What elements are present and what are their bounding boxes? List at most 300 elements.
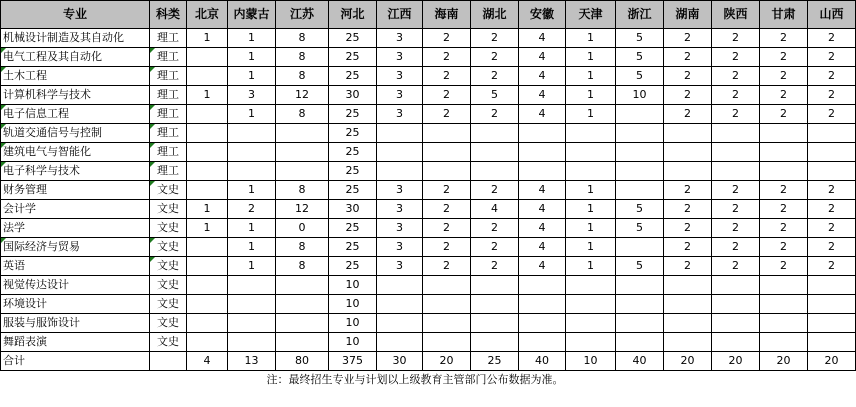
value-cell[interactable]	[423, 276, 471, 295]
value-cell[interactable]: 2	[471, 257, 519, 276]
major-cell[interactable]	[1, 238, 150, 257]
value-cell[interactable]	[187, 181, 228, 200]
value-cell[interactable]: 2	[712, 86, 760, 105]
value-cell[interactable]	[228, 124, 276, 143]
value-cell[interactable]: 25	[329, 238, 377, 257]
value-cell[interactable]	[471, 276, 519, 295]
value-cell[interactable]: 3	[377, 29, 423, 48]
value-cell[interactable]: 2	[664, 200, 712, 219]
value-cell[interactable]	[471, 295, 519, 314]
value-cell[interactable]: 2	[760, 67, 808, 86]
value-cell[interactable]	[377, 162, 423, 181]
value-cell[interactable]	[616, 105, 664, 124]
value-cell[interactable]: 2	[712, 200, 760, 219]
value-cell[interactable]	[228, 162, 276, 181]
value-cell[interactable]	[423, 295, 471, 314]
value-cell[interactable]	[377, 295, 423, 314]
value-cell[interactable]	[519, 333, 566, 352]
value-cell[interactable]: 2	[423, 67, 471, 86]
value-cell[interactable]: 1	[228, 48, 276, 67]
major-cell[interactable]	[1, 181, 150, 200]
value-cell[interactable]	[187, 295, 228, 314]
value-cell[interactable]	[760, 333, 808, 352]
value-cell[interactable]	[187, 67, 228, 86]
value-cell[interactable]: 1	[187, 29, 228, 48]
value-cell[interactable]	[423, 124, 471, 143]
major-cell[interactable]	[1, 276, 150, 295]
value-cell[interactable]	[471, 333, 519, 352]
value-cell[interactable]	[377, 276, 423, 295]
category-cell[interactable]	[150, 352, 187, 371]
value-cell[interactable]: 2	[760, 200, 808, 219]
value-cell[interactable]	[187, 276, 228, 295]
value-cell[interactable]: 25	[329, 67, 377, 86]
value-cell[interactable]: 5	[471, 86, 519, 105]
value-cell[interactable]: 8	[276, 67, 329, 86]
value-cell[interactable]	[377, 143, 423, 162]
value-cell[interactable]	[228, 276, 276, 295]
value-cell[interactable]	[187, 143, 228, 162]
category-cell[interactable]	[150, 200, 187, 219]
value-cell[interactable]: 2	[423, 257, 471, 276]
value-cell[interactable]: 2	[808, 219, 856, 238]
value-cell[interactable]: 2	[471, 219, 519, 238]
value-cell[interactable]: 2	[471, 238, 519, 257]
value-cell[interactable]: 2	[423, 219, 471, 238]
value-cell[interactable]	[471, 124, 519, 143]
value-cell[interactable]	[616, 181, 664, 200]
value-cell[interactable]: 4	[519, 257, 566, 276]
value-cell[interactable]: 2	[664, 67, 712, 86]
comment-marker-icon	[150, 238, 155, 243]
value-cell[interactable]: 12	[276, 86, 329, 105]
value-cell[interactable]: 1	[566, 86, 616, 105]
value-cell[interactable]: 1	[566, 200, 616, 219]
value-cell[interactable]: 2	[423, 200, 471, 219]
value-cell[interactable]	[519, 162, 566, 181]
value-cell[interactable]	[712, 162, 760, 181]
category-cell[interactable]	[150, 124, 187, 143]
category-cell[interactable]	[150, 238, 187, 257]
value-cell[interactable]: 2	[423, 238, 471, 257]
value-cell[interactable]: 25	[329, 143, 377, 162]
value-cell[interactable]	[276, 333, 329, 352]
value-cell[interactable]	[276, 314, 329, 333]
value-cell[interactable]: 1	[566, 219, 616, 238]
value-cell[interactable]: 25	[329, 181, 377, 200]
value-cell[interactable]: 30	[377, 352, 423, 371]
value-cell[interactable]: 1	[228, 29, 276, 48]
table-row	[1, 276, 856, 295]
value-cell[interactable]	[423, 162, 471, 181]
value-cell[interactable]	[377, 333, 423, 352]
value-cell[interactable]: 3	[377, 257, 423, 276]
value-cell[interactable]: 10	[566, 352, 616, 371]
value-cell[interactable]: 8	[276, 29, 329, 48]
value-cell[interactable]: 2	[760, 238, 808, 257]
category-cell[interactable]	[150, 86, 187, 105]
value-cell[interactable]	[187, 162, 228, 181]
value-cell[interactable]	[276, 143, 329, 162]
value-cell[interactable]: 2	[808, 48, 856, 67]
value-cell[interactable]: 2	[471, 67, 519, 86]
value-cell[interactable]: 4	[519, 200, 566, 219]
category-cell[interactable]	[150, 219, 187, 238]
category-cell[interactable]	[150, 67, 187, 86]
value-cell[interactable]: 1	[566, 257, 616, 276]
category-cell[interactable]	[150, 143, 187, 162]
value-cell[interactable]: 2	[712, 181, 760, 200]
category-cell[interactable]	[150, 105, 187, 124]
comment-marker-icon	[150, 124, 155, 129]
value-cell[interactable]	[760, 314, 808, 333]
value-cell[interactable]	[664, 333, 712, 352]
value-cell[interactable]: 2	[664, 105, 712, 124]
value-cell[interactable]	[228, 143, 276, 162]
value-cell[interactable]: 1	[566, 48, 616, 67]
value-cell[interactable]	[760, 162, 808, 181]
major-cell[interactable]	[1, 48, 150, 67]
value-cell[interactable]: 2	[712, 29, 760, 48]
major-cell[interactable]	[1, 86, 150, 105]
value-cell[interactable]: 4	[187, 352, 228, 371]
value-cell[interactable]: 3	[377, 86, 423, 105]
value-cell[interactable]: 8	[276, 181, 329, 200]
value-cell[interactable]	[566, 295, 616, 314]
major-label: 土木工程	[3, 69, 47, 82]
major-cell[interactable]	[1, 333, 150, 352]
value-cell[interactable]: 2	[664, 257, 712, 276]
value-cell[interactable]	[760, 124, 808, 143]
value-cell[interactable]: 4	[519, 105, 566, 124]
value-cell[interactable]: 2	[808, 181, 856, 200]
value-cell[interactable]	[228, 333, 276, 352]
value-cell[interactable]	[276, 276, 329, 295]
value-cell[interactable]: 5	[616, 219, 664, 238]
value-cell[interactable]	[187, 105, 228, 124]
value-cell[interactable]	[471, 143, 519, 162]
value-cell[interactable]	[471, 162, 519, 181]
value-cell[interactable]: 5	[616, 48, 664, 67]
major-cell[interactable]	[1, 29, 150, 48]
value-cell[interactable]: 10	[329, 314, 377, 333]
value-cell[interactable]: 1	[228, 105, 276, 124]
value-cell[interactable]: 20	[808, 352, 856, 371]
value-cell[interactable]: 30	[329, 86, 377, 105]
value-cell[interactable]	[616, 333, 664, 352]
value-cell[interactable]: 2	[471, 48, 519, 67]
value-cell[interactable]: 40	[519, 352, 566, 371]
value-cell[interactable]: 80	[276, 352, 329, 371]
value-cell[interactable]: 3	[377, 200, 423, 219]
value-cell[interactable]	[566, 162, 616, 181]
value-cell[interactable]	[664, 124, 712, 143]
category-label: 文史	[157, 183, 179, 196]
comment-marker-icon	[1, 67, 6, 72]
value-cell[interactable]: 4	[519, 67, 566, 86]
value-cell[interactable]: 2	[423, 181, 471, 200]
value-cell[interactable]	[187, 314, 228, 333]
value-cell[interactable]	[566, 276, 616, 295]
value-cell[interactable]: 5	[616, 67, 664, 86]
value-cell[interactable]: 4	[519, 181, 566, 200]
category-cell[interactable]	[150, 257, 187, 276]
value-cell[interactable]: 1	[228, 238, 276, 257]
value-cell[interactable]: 30	[329, 200, 377, 219]
value-cell[interactable]	[664, 314, 712, 333]
value-cell[interactable]: 2	[664, 238, 712, 257]
value-cell[interactable]: 25	[471, 352, 519, 371]
value-cell[interactable]: 3	[377, 105, 423, 124]
value-cell[interactable]: 20	[664, 352, 712, 371]
major-cell[interactable]	[1, 295, 150, 314]
major-label: 合计	[3, 354, 25, 367]
value-cell[interactable]: 2	[760, 29, 808, 48]
value-cell[interactable]: 2	[423, 105, 471, 124]
value-cell[interactable]: 3	[377, 219, 423, 238]
value-cell[interactable]	[566, 124, 616, 143]
value-cell[interactable]: 2	[228, 200, 276, 219]
value-cell[interactable]: 2	[471, 181, 519, 200]
value-cell[interactable]	[423, 333, 471, 352]
value-cell[interactable]	[187, 333, 228, 352]
major-cell[interactable]	[1, 314, 150, 333]
value-cell[interactable]: 2	[760, 181, 808, 200]
value-cell[interactable]: 3	[377, 181, 423, 200]
value-cell[interactable]: 1	[187, 200, 228, 219]
value-cell[interactable]: 4	[519, 86, 566, 105]
value-cell[interactable]: 4	[519, 219, 566, 238]
value-cell[interactable]	[712, 276, 760, 295]
value-cell[interactable]	[664, 295, 712, 314]
value-cell[interactable]: 3	[377, 48, 423, 67]
value-cell[interactable]: 2	[664, 181, 712, 200]
value-cell[interactable]: 3	[228, 86, 276, 105]
value-cell[interactable]: 2	[471, 105, 519, 124]
value-cell[interactable]: 2	[808, 200, 856, 219]
value-cell[interactable]: 2	[423, 48, 471, 67]
value-cell[interactable]: 2	[423, 86, 471, 105]
value-cell[interactable]	[471, 314, 519, 333]
value-cell[interactable]	[808, 162, 856, 181]
value-cell[interactable]	[519, 124, 566, 143]
value-cell[interactable]	[423, 143, 471, 162]
value-cell[interactable]: 2	[664, 29, 712, 48]
major-cell[interactable]	[1, 124, 150, 143]
value-cell[interactable]	[276, 162, 329, 181]
value-cell[interactable]	[228, 295, 276, 314]
value-cell[interactable]: 1	[566, 238, 616, 257]
value-cell[interactable]	[760, 143, 808, 162]
category-cell[interactable]	[150, 162, 187, 181]
value-cell[interactable]	[712, 333, 760, 352]
value-cell[interactable]: 0	[276, 219, 329, 238]
value-cell[interactable]: 12	[276, 200, 329, 219]
value-cell[interactable]	[566, 333, 616, 352]
value-cell[interactable]: 13	[228, 352, 276, 371]
value-cell[interactable]: 2	[664, 219, 712, 238]
value-cell[interactable]: 2	[760, 86, 808, 105]
value-cell[interactable]: 25	[329, 124, 377, 143]
value-cell[interactable]	[423, 314, 471, 333]
value-cell[interactable]: 2	[423, 29, 471, 48]
category-cell[interactable]	[150, 333, 187, 352]
value-cell[interactable]: 10	[329, 295, 377, 314]
value-cell[interactable]	[664, 276, 712, 295]
major-cell[interactable]	[1, 67, 150, 86]
value-cell[interactable]	[616, 143, 664, 162]
value-cell[interactable]	[187, 257, 228, 276]
value-cell[interactable]: 5	[616, 200, 664, 219]
value-cell[interactable]: 8	[276, 257, 329, 276]
value-cell[interactable]	[808, 314, 856, 333]
value-cell[interactable]	[616, 238, 664, 257]
value-cell[interactable]	[519, 314, 566, 333]
major-cell[interactable]	[1, 257, 150, 276]
total-label-cell[interactable]	[1, 352, 150, 371]
category-cell[interactable]	[150, 276, 187, 295]
value-cell[interactable]	[808, 295, 856, 314]
value-cell[interactable]: 25	[329, 257, 377, 276]
value-cell[interactable]: 1	[228, 257, 276, 276]
value-cell[interactable]	[808, 143, 856, 162]
value-cell[interactable]: 20	[712, 352, 760, 371]
value-cell[interactable]: 3	[377, 67, 423, 86]
value-cell[interactable]	[760, 276, 808, 295]
value-cell[interactable]	[519, 295, 566, 314]
value-cell[interactable]: 2	[760, 219, 808, 238]
value-cell[interactable]: 1	[187, 86, 228, 105]
value-cell[interactable]	[616, 276, 664, 295]
value-cell[interactable]	[664, 162, 712, 181]
value-cell[interactable]	[664, 143, 712, 162]
value-cell[interactable]	[187, 238, 228, 257]
major-cell[interactable]	[1, 162, 150, 181]
value-cell[interactable]: 25	[329, 48, 377, 67]
value-cell[interactable]: 5	[616, 257, 664, 276]
value-cell[interactable]: 2	[712, 105, 760, 124]
value-cell[interactable]: 2	[664, 86, 712, 105]
major-cell[interactable]	[1, 143, 150, 162]
category-cell[interactable]	[150, 314, 187, 333]
value-cell[interactable]: 2	[808, 67, 856, 86]
value-cell[interactable]: 40	[616, 352, 664, 371]
value-cell[interactable]	[616, 295, 664, 314]
value-cell[interactable]: 2	[664, 48, 712, 67]
value-cell[interactable]	[616, 124, 664, 143]
value-cell[interactable]: 2	[808, 257, 856, 276]
value-cell[interactable]: 2	[808, 238, 856, 257]
value-cell[interactable]	[712, 124, 760, 143]
value-cell[interactable]	[712, 143, 760, 162]
value-cell[interactable]: 1	[566, 29, 616, 48]
category-cell[interactable]	[150, 181, 187, 200]
value-cell[interactable]: 8	[276, 238, 329, 257]
value-cell[interactable]	[519, 143, 566, 162]
category-cell[interactable]	[150, 295, 187, 314]
value-cell[interactable]: 375	[329, 352, 377, 371]
value-cell[interactable]	[187, 124, 228, 143]
value-cell[interactable]: 4	[471, 200, 519, 219]
value-cell[interactable]: 4	[519, 238, 566, 257]
value-cell[interactable]: 2	[471, 29, 519, 48]
value-cell[interactable]	[566, 314, 616, 333]
value-cell[interactable]: 2	[712, 48, 760, 67]
value-cell[interactable]: 1	[566, 105, 616, 124]
value-cell[interactable]: 2	[712, 219, 760, 238]
value-cell[interactable]: 1	[187, 219, 228, 238]
value-cell[interactable]	[228, 314, 276, 333]
value-cell[interactable]: 20	[423, 352, 471, 371]
value-cell[interactable]: 10	[616, 86, 664, 105]
value-cell[interactable]: 25	[329, 29, 377, 48]
value-cell[interactable]: 2	[808, 29, 856, 48]
value-cell[interactable]: 25	[329, 162, 377, 181]
value-cell[interactable]: 25	[329, 105, 377, 124]
value-cell[interactable]	[566, 143, 616, 162]
value-cell[interactable]: 1	[566, 181, 616, 200]
value-cell[interactable]: 4	[519, 48, 566, 67]
value-cell[interactable]: 2	[760, 105, 808, 124]
value-cell[interactable]	[712, 295, 760, 314]
value-cell[interactable]: 2	[712, 67, 760, 86]
column-header: 浙江	[616, 1, 664, 29]
value-cell[interactable]	[616, 162, 664, 181]
value-cell[interactable]	[519, 276, 566, 295]
value-cell[interactable]: 2	[760, 48, 808, 67]
value-cell[interactable]: 2	[808, 86, 856, 105]
total-row	[1, 352, 856, 371]
category-cell[interactable]	[150, 48, 187, 67]
value-cell[interactable]	[808, 124, 856, 143]
category-cell[interactable]	[150, 29, 187, 48]
value-cell[interactable]	[808, 276, 856, 295]
major-cell[interactable]	[1, 200, 150, 219]
column-header: 海南	[423, 1, 471, 29]
value-cell[interactable]: 10	[329, 333, 377, 352]
value-cell[interactable]	[276, 295, 329, 314]
value-cell[interactable]: 2	[760, 257, 808, 276]
column-header: 安徽	[519, 1, 566, 29]
value-cell[interactable]: 8	[276, 48, 329, 67]
major-cell[interactable]	[1, 219, 150, 238]
value-cell[interactable]: 1	[228, 67, 276, 86]
value-cell[interactable]	[377, 314, 423, 333]
major-cell[interactable]	[1, 105, 150, 124]
value-cell[interactable]: 4	[519, 29, 566, 48]
value-cell[interactable]: 2	[712, 238, 760, 257]
value-cell[interactable]: 10	[329, 276, 377, 295]
value-cell[interactable]	[760, 295, 808, 314]
value-cell[interactable]: 25	[329, 219, 377, 238]
value-cell[interactable]	[808, 333, 856, 352]
value-cell[interactable]	[377, 124, 423, 143]
value-cell[interactable]: 3	[377, 238, 423, 257]
value-cell[interactable]: 5	[616, 29, 664, 48]
value-cell[interactable]: 20	[760, 352, 808, 371]
value-cell[interactable]: 1	[566, 67, 616, 86]
value-cell[interactable]: 2	[808, 105, 856, 124]
value-cell[interactable]	[187, 48, 228, 67]
value-cell[interactable]: 8	[276, 105, 329, 124]
value-cell[interactable]: 2	[712, 257, 760, 276]
value-cell[interactable]	[616, 314, 664, 333]
major-label: 计算机科学与技术	[3, 88, 91, 101]
value-cell[interactable]: 1	[228, 181, 276, 200]
value-cell[interactable]	[276, 124, 329, 143]
value-cell[interactable]: 1	[228, 219, 276, 238]
value-cell[interactable]	[712, 314, 760, 333]
